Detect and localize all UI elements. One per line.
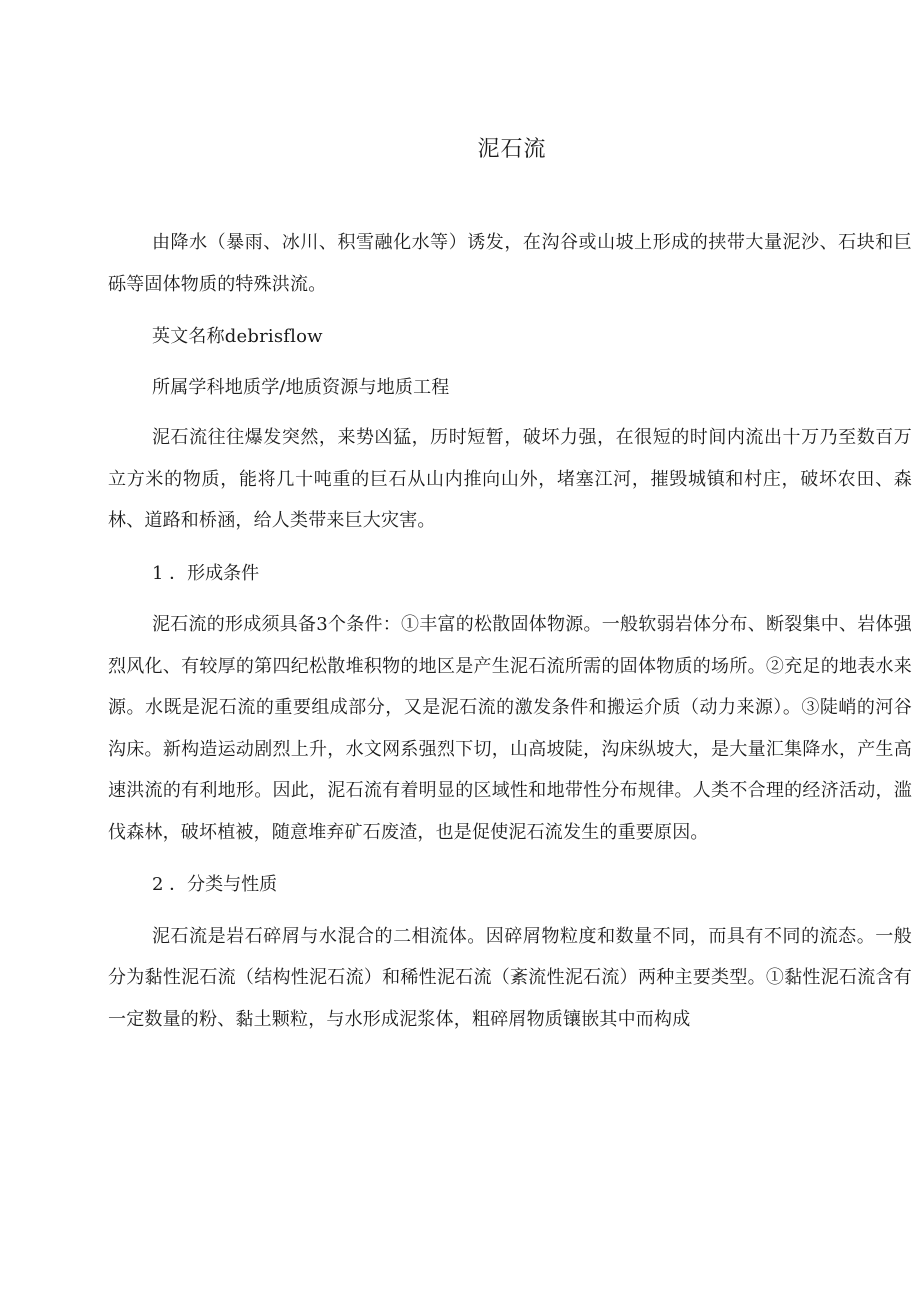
- english-name-line: 英文名称debrisflow: [152, 326, 323, 347]
- section-heading-formation: 1 ．形成条件: [152, 562, 260, 584]
- document-body: [108, 222, 912, 1051]
- overview-paragraph: 泥石流往往爆发突然，来势凶猛，历时短暂，破坏力强，在很短的时间内流出十万乃至数百万立方米的物质，能将几十吨重的巨石从山内推向山外，堵塞江河，摧毁城镇和村庄，破坏农田、森林、道路和桥涵，给人类带来巨大灾害。: [108, 427, 912, 531]
- section-text-classification: 泥石流是岩石碎屑与水混合的二相流体。因碎屑物粒度和数量不同，而具有不同的流态。一般分为黏性泥石流（结构性泥石流）和稀性泥石流（紊流性泥石流）两种主要类型。①黏性泥石流含有一定数量的粉、黏土颗粒，与水形成泥浆体，粗碎屑物质镶嵌其中而构成: [108, 925, 912, 1030]
- definition-paragraph: 由降水（暴雨、冰川、积雪融化水等）诱发，在沟谷或山坡上形成的挟带大量泥沙、石块和巨砾等固体物质的特殊洪流。: [108, 232, 912, 295]
- discipline-line: 所属学科地质学/地质资源与地质工程: [152, 376, 450, 398]
- document-title: 泥石流: [477, 137, 547, 162]
- section-heading-classification: 2 ．分类与性质: [152, 874, 278, 895]
- section-text-formation: 泥石流的形成须具备3个条件：①丰富的松散固体物源。一般软弱岩体分布、断裂集中、岩体强烈风化、有较厚的第四纪松散堆积物的地区是产生泥石流所需的固体物质的场所。②充足的地表水来源。水既是泥石流的重要组成部分，又是泥石流的激发条件和搬运介质（动力来源）。③陡峭的河谷沟床。新构造运动剧烈上升，水文网系强烈下切，山高坡陡，沟床纵坡大，是大量汇集降水，产生高速洪流的有利地形。因此，泥石流有着明显的区域性和地带性分布规律。人类不合理的经济活动，滥伐森林，破坏植被，随意堆弃矿石废渣，也是促使泥石流发生的重要原因。: [108, 614, 912, 843]
